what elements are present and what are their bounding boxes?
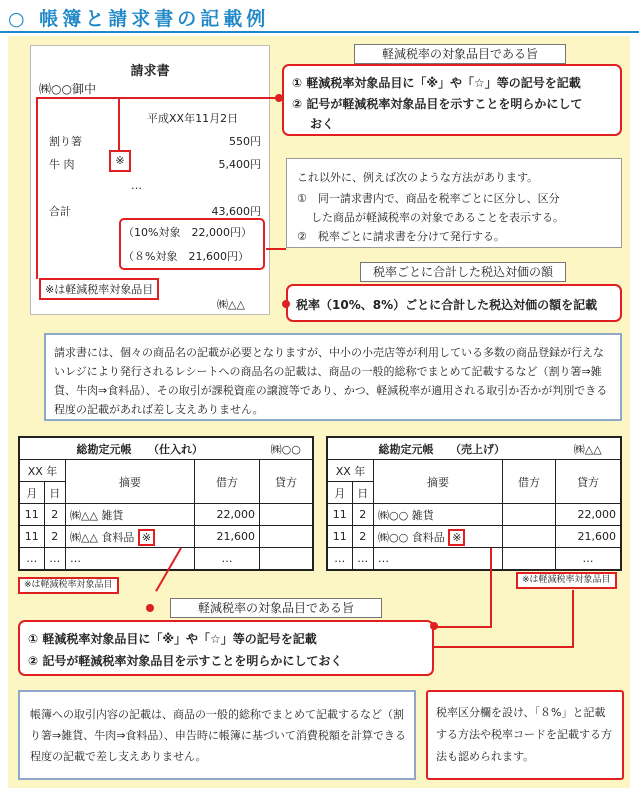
connector-dot [275,94,283,102]
callout-line: ② 記号が軽減税率対象品目を示すことを明らかにして [292,97,583,111]
ledger-col-credit: 貸方 [556,460,622,504]
table-row [19,526,313,548]
row-credit [260,526,314,548]
row-day: … [44,548,65,571]
callout-line: ① 軽減税率対象品目に「※」や「☆」等の記号を記載 [292,76,581,90]
other-methods-intro: これ以外に、例えば次のような方法があります。 [297,171,539,184]
row-credit [260,548,314,571]
row-desc: … [374,548,503,571]
row-debit [503,504,556,526]
row-desc: ㈱△△ 食料品 [70,530,135,544]
row-desc-cell [66,526,195,548]
row-credit: 21,600 [556,526,622,548]
row-month: … [327,548,352,571]
callout-line: ② 記号が軽減税率対象品目を示すことを明らかにしておく [28,654,343,668]
other-methods-box [286,158,622,248]
connector-dot [430,622,438,630]
invoice-explanation [44,333,622,421]
row-desc-cell [374,526,503,548]
connector-line [434,646,574,648]
row-day: 2 [44,504,65,526]
table-row [19,548,313,571]
row-credit: 22,000 [556,504,622,526]
page-title: ○ 帳簿と請求書の記載例 [8,8,270,30]
ledger-explanation-text: 帳簿への取引内容の記載は、商品の一般的総称でまとめて記載するなど（割り箸⇒雑貨、牛肉⇒食料品）、申告時に帳簿に基づいて消費税額を計算できる程度の記載で差し支えありません。 [30,708,406,763]
invoice-explanation-text: 請求書には、個々の商品名の記載が必要となりますが、中小の小売店等が利用している多数の商品登録が行えないレジにより発行されるレシートへの商品名の記載は、商品の一般的総称でまとめて記載するなど（割り箸⇒雑貨、牛肉⇒食料品）、その取引が課税資産の譲渡等であり、かつ、軽減税率が適用される取引か否かが判別できる程度の記載があれば差し支えありません。 [54,346,608,416]
tax-column-note [426,690,624,780]
connector-line [572,590,574,646]
invoice-note: ※は軽減税率対象品目 [39,278,159,300]
invoice-total-amount: 43,600円 [211,205,261,218]
row-desc: … [66,548,195,571]
ledger-col-month: 月 [327,482,352,504]
ledger-sales [326,436,622,571]
ledger-purchase [18,436,314,571]
other-method: した商品が軽減税率の対象であることを表示する。 [311,211,564,224]
invoice-ellipsis: … [131,179,142,192]
row-month: … [19,548,44,571]
invoice-item-amount: 5,400円 [218,158,261,171]
row-desc: ㈱○○ 雑貨 [374,504,503,526]
tax-10-line: （10%対象 22,000円） [123,226,252,239]
ledger-note: ※は軽減税率対象品目 [18,577,119,594]
callout-line: おく [310,117,335,131]
ledger-company: ㈱○○ [260,437,314,460]
invoice-recipient: ㈱○○御中 [39,82,96,96]
connector-line [118,97,282,99]
invoice-heading: 請求書 [130,64,170,79]
reduced-tax-mark: ※ [138,529,155,546]
connector-dot [146,604,154,612]
invoice-total-label: 合計 [49,205,71,218]
ledger-col-debit: 借方 [503,460,556,504]
ledger-year: XX 年 [19,460,66,482]
ledger-title: 総勘定元帳 （仕入れ） [19,437,260,460]
callout-tax-box [286,284,622,322]
ledger-col-month: 月 [19,482,44,504]
connector-line [434,626,492,628]
invoice-item-amount: 550円 [229,135,261,148]
callout-bottom-box [18,620,434,676]
callout-label: 税率ごとに合計した税込対価の額 [360,262,566,282]
invoice-date: 平成XX年11月2日 [147,112,239,125]
callout-label: 軽減税率の対象品目である旨 [170,598,382,618]
table-row [19,504,313,526]
ledger-col-desc: 摘要 [374,460,503,504]
reduced-tax-mark: ※ [448,529,465,546]
connector-line [36,97,120,99]
ledger-company: ㈱△△ [556,437,622,460]
ledger-explanation [18,690,416,780]
row-month: 11 [327,504,352,526]
table-row [327,526,621,548]
table-row [327,504,621,526]
ledger-col-desc: 摘要 [66,460,195,504]
connector-line [490,548,492,628]
row-desc: ㈱△△ 雑貨 [66,504,195,526]
row-day: 2 [352,526,373,548]
row-day: … [352,548,373,571]
row-credit [260,504,314,526]
callout-top-box [282,64,622,136]
invoice-issuer: ㈱△△ [217,298,245,311]
row-debit [503,526,556,548]
connector-line [36,97,38,279]
connector-line [118,97,120,151]
row-credit: … [556,548,622,571]
tax-8-line: （８%対象 21,600円） [123,250,249,263]
ledger-col-credit: 貸方 [260,460,314,504]
ledger-col-day: 日 [352,482,373,504]
ledger-col-day: 日 [44,482,65,504]
row-day: 2 [44,526,65,548]
reduced-tax-mark: ※ [109,150,131,172]
row-debit: 22,000 [195,504,260,526]
row-month: 11 [19,526,44,548]
other-method: ② 税率ごとに請求書を分けて発行する。 [297,230,505,243]
callout-tax-text: 税率（10%、8%）ごとに合計した税込対価の額を記載 [296,298,598,312]
ledger-title: 総勘定元帳 （売上げ） [327,437,556,460]
tax-column-note-text: 税率区分欄を設け、「８%」と記載する方法や税率コードを記載する方法も認められます。 [436,706,612,763]
invoice-paper [30,45,270,315]
invoice-item-name: 割り箸 [49,135,82,148]
row-day: 2 [352,504,373,526]
row-month: 11 [19,504,44,526]
row-desc: ㈱○○ 食料品 [378,530,445,544]
callout-label: 軽減税率の対象品目である旨 [354,44,566,64]
title-underline [0,31,639,33]
ledger-year: XX 年 [327,460,374,482]
ledger-note: ※は軽減税率対象品目 [516,572,617,589]
invoice-item-name: 牛 肉 [49,158,75,171]
row-month: 11 [327,526,352,548]
callout-line: ① 軽減税率対象品目に「※」や「☆」等の記号を記載 [28,632,317,646]
table-row [327,548,621,571]
other-method: ① 同一請求書内で、商品を税率ごとに区分し、区分 [297,192,560,205]
connector-dot [282,300,290,308]
row-debit: 21,600 [195,526,260,548]
connector-line [266,248,286,250]
row-debit [503,548,556,571]
ledger-col-debit: 借方 [195,460,260,504]
row-debit: … [195,548,260,571]
